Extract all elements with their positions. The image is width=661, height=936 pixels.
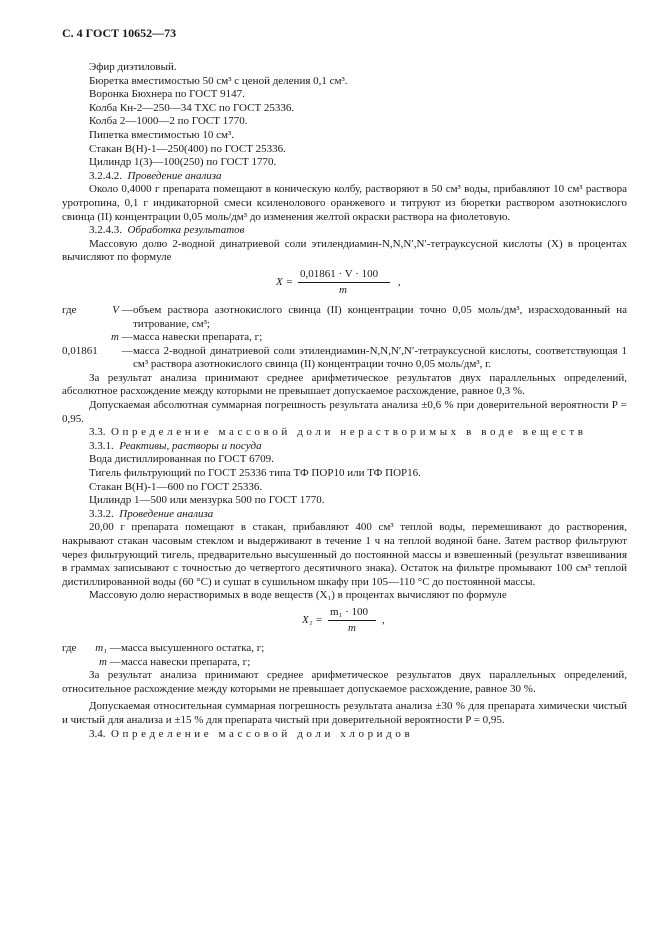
- list-item: Пипетка вместимостью 10 см³.: [89, 128, 234, 141]
- where-symbol: 0,01861: [62, 344, 98, 357]
- where-symbol: m₁: [95, 641, 107, 654]
- procedure-paragraph: 20,00 г препарата помещают в стакан, прибавляют 400 см³ теплой воды, перемешивают до растворения, накрывают стакан часовым стеклом и выдерживают в течение 1 ч на теплой водяной бане. Затем раствор фильтруют через фильтрующий тигель, предварительно высушенный до постоянной массы и взвешенный (результат взвешивания в граммах записывают с точностью до четвертого десятичного знака). Остаток на фильтре промывают 100 см³ теплой дистиллированной воды (60 °С) и сушат в сушильном шкафу при 105—110 °С до постоянной массы.: [62, 521, 627, 588]
- where-row: [62, 656, 627, 670]
- list-item: Цилиндр 1—500 или мензурка 500 по ГОСТ 1770.: [89, 494, 325, 507]
- list-item: Стакан В(Н)-1—250(400) по ГОСТ 25336.: [89, 142, 286, 155]
- where-definition: масса 2-водной динатриевой соли этилендиамин-N,N,N′,N′-тетрауксусной кислоты, соответствующая 1 см³ раствора азотнокислого свинца (II) концентрации точно 0,05 моль/дм³, г.: [133, 344, 627, 371]
- page-body: [62, 61, 627, 741]
- formula-lhs: X₁ =: [302, 613, 323, 626]
- section-heading-3-3-2: [62, 508, 627, 522]
- section-title: Реактивы, растворы и посуда: [119, 439, 262, 452]
- formula-x: [62, 268, 627, 298]
- fraction-bar: [298, 282, 390, 283]
- where-row: [62, 642, 627, 656]
- list-item: Цилиндр 1(3)—100(250) по ГОСТ 1770.: [89, 156, 277, 169]
- where-definition: масса навески препарата, г;: [121, 655, 251, 668]
- where-symbol: m: [99, 655, 107, 668]
- section-heading-3-3-1: [62, 440, 627, 454]
- where-definition: масса навески препарата, г;: [133, 331, 263, 344]
- list-item: Воронка Бюхнера по ГОСТ 9147.: [89, 88, 245, 101]
- fraction-bar: [328, 620, 376, 621]
- dash: —: [107, 641, 121, 654]
- section-number: 3.3.2.: [89, 507, 114, 520]
- where-definition: масса высушенного остатка, г;: [121, 641, 265, 654]
- section-title: Определение массовой доли хлоридов: [111, 727, 414, 740]
- section-title: Определение массовой доли нерастворимых в воде веществ: [111, 426, 587, 439]
- formula-denominator: m: [348, 621, 356, 634]
- where-definition: объем раствора азотнокислого свинца (II) концентрации точно 0,05 моль/дм³, израсходованный на титрование, см³;: [133, 303, 627, 330]
- list-item: Стакан В(Н)-1—600 по ГОСТ 25336.: [89, 480, 263, 493]
- list-item: Вода дистиллированная по ГОСТ 6709.: [89, 453, 274, 466]
- calculation-paragraph: Массовую долю нерастворимых в воде веществ (X₁) в процентах вычисляют по формуле: [89, 589, 507, 602]
- list-item: Колба Кн-2—250—34 ТХС по ГОСТ 25336.: [89, 101, 295, 114]
- equipment-list-1: [62, 61, 627, 170]
- section-heading-3-2-4-2: [62, 170, 627, 184]
- dash: —: [119, 303, 133, 316]
- section-number: 3.3.1.: [89, 439, 114, 452]
- procedure-paragraph: Около 0,4000 г препарата помещают в коническую колбу, растворяют в 50 см³ воды, прибавляют 10 см³ раствора уротропина, 0,1 г индикаторной смеси ксиленолового оранжевого и титруют из бюретки раствором азотнокислого свинца (II) концентрации 0,05 моль/дм³ до изменения желтой окраски раствора на фиолетовую.: [62, 183, 627, 223]
- section-heading-3-4: [62, 728, 627, 742]
- formula-denominator: m: [339, 283, 347, 296]
- formula-numerator: 0,01861 · V · 100: [300, 267, 379, 280]
- section-number: 3.2.4.3.: [89, 224, 122, 237]
- list-item: Эфир диэтиловый.: [89, 61, 177, 73]
- error-paragraph: Допускаемая относительная суммарная погрешность результата анализа ±30 % для препарата химически чистый и чистый для анализа и ±15 % для препарата чистый при доверительной вероятности P = 0,95.: [62, 700, 627, 726]
- formula-numerator: m₁ · 100: [330, 605, 369, 618]
- list-item: Колба 2—1000—2 по ГОСТ 1770.: [89, 115, 248, 128]
- section-heading-3-2-4-3: [62, 224, 627, 238]
- calculation-paragraph: Массовую долю 2-водной динатриевой соли этилендиамин-N,N,N′,N′-тетрауксусной кислоты (X) в процентах вычисляют по формуле: [62, 237, 627, 264]
- where-word: где: [62, 303, 77, 316]
- section-title: Проведение анализа: [127, 169, 222, 182]
- list-item: Тигель фильтрующий по ГОСТ 25336 типа ТФ ПОР10 или ТФ ПОР16.: [89, 467, 421, 480]
- error-paragraph: Допускаемая абсолютная суммарная погрешность результата анализа ±0,6 % при доверительной вероятности P = 0,95.: [62, 399, 627, 425]
- formula-x1: [62, 606, 627, 636]
- list-item: Бюретка вместимостью 50 см³ с ценой деления 0,1 см³.: [89, 74, 348, 87]
- where-row: [62, 331, 627, 345]
- where-word: где: [62, 641, 77, 654]
- where-block-2: [62, 642, 627, 669]
- section-title: Обработка результатов: [127, 224, 245, 237]
- page-header: С. 4 ГОСТ 10652—73: [62, 26, 177, 40]
- formula-lhs: X =: [276, 275, 293, 288]
- where-symbol: V: [112, 303, 119, 316]
- section-heading-3-3: [62, 426, 627, 440]
- dash: —: [119, 344, 133, 357]
- where-row: [62, 345, 627, 372]
- dash: —: [107, 655, 121, 668]
- dash: —: [119, 331, 133, 344]
- equipment-list-2: [62, 453, 627, 507]
- where-row: [62, 304, 627, 331]
- section-number: 3.2.4.2.: [89, 169, 122, 182]
- where-symbol: m: [111, 331, 119, 344]
- section-number: 3.4.: [89, 727, 106, 740]
- result-paragraph: За результат анализа принимают среднее арифметическое результатов двух параллельных определений, относительное расхождение между которыми не превышает допускаемое расхождение, равное 30 %.: [62, 669, 627, 695]
- section-title: Проведение анализа: [119, 507, 214, 520]
- formula-tail: ,: [398, 275, 401, 288]
- formula-tail: ,: [382, 613, 385, 626]
- where-block-1: [62, 304, 627, 372]
- result-paragraph: За результат анализа принимают среднее арифметическое результатов двух параллельных определений, абсолютное расхождение между которыми не превышает допускаемое расхождение, равное 0,3 %.: [62, 371, 627, 398]
- section-number: 3.3.: [89, 426, 106, 439]
